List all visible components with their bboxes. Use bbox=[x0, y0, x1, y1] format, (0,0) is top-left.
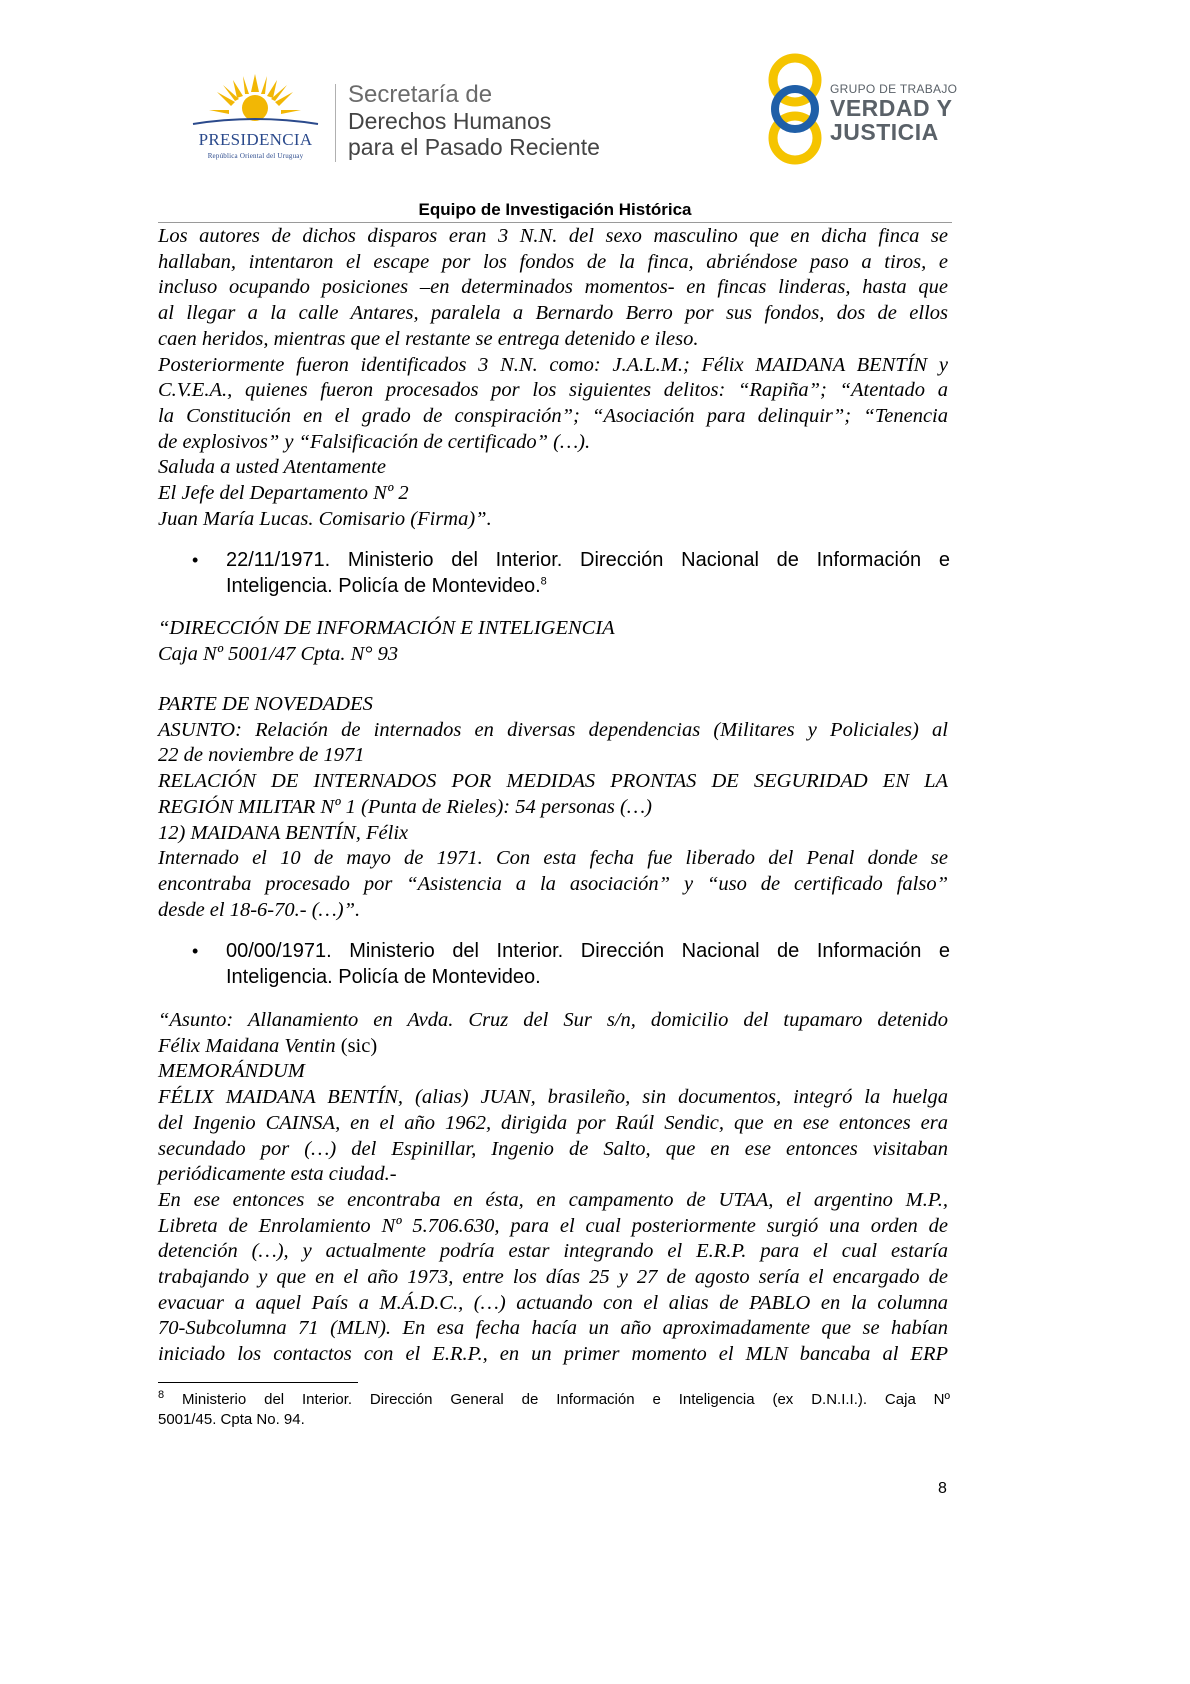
secretaria-logo-text bbox=[348, 82, 600, 160]
text-line: 22 de noviembre de 1971 bbox=[158, 744, 365, 767]
gtvj-line-1: GRUPO DE TRABAJO bbox=[830, 82, 958, 96]
footnote-number: 8 bbox=[158, 1389, 165, 1401]
gtvj-line-3: JUSTICIA bbox=[830, 119, 939, 145]
bullet-line: 22/11/1971. Ministerio del Interior. Dirección Nacional de Información e bbox=[226, 549, 950, 571]
bullet-icon: • bbox=[192, 941, 199, 961]
text-line: Posteriormente fueron identificados 3 N.N. como: J.A.L.M.; Félix MAIDANA BENTÍN y bbox=[158, 353, 948, 376]
footnote-line bbox=[158, 1390, 950, 1410]
text-line: evacuar a aquel País a M.Á.D.C., (…) actuando con el alias de PABLO en la columna bbox=[158, 1291, 948, 1314]
paragraph-block-4 bbox=[158, 1008, 948, 1368]
text-line: Juan María Lucas. Comisario (Firma)”. bbox=[158, 507, 492, 530]
header-title: Equipo de Investigación Histórica bbox=[418, 200, 692, 219]
text-line: incluso ocupando posiciones –en determinados momentos- en fincas linderas, hasta que bbox=[158, 276, 948, 299]
footnote-text: Ministerio del Interior. Dirección General de Información e Inteligencia (ex D.N.I.I.). Caja Nº bbox=[164, 1391, 950, 1408]
text-line: MEMORÁNDUM bbox=[158, 1060, 305, 1083]
text-line: caen heridos, mientras que el restante se entrega detenido e ileso. bbox=[158, 327, 699, 350]
sic-note: (sic) bbox=[335, 1034, 378, 1057]
text-line: RELACIÓN DE INTERNADOS POR MEDIDAS PRONTAS DE SEGURIDAD EN LA bbox=[158, 770, 948, 793]
header-divider bbox=[335, 84, 336, 162]
text-line: hallaban, intentaron el escape por los fondos de la finca, abriéndose paso a tiros, e bbox=[158, 250, 948, 273]
paragraph-block-3 bbox=[158, 692, 948, 923]
footnote bbox=[158, 1390, 950, 1430]
footnote-reference[interactable]: 8 bbox=[540, 574, 547, 587]
text-line: encontraba procesado por “Asistencia a la asociación” y “uso de certificado falso” bbox=[158, 872, 948, 895]
text-line bbox=[158, 1034, 948, 1060]
text-line: 70-Subcolumna 71 (MLN). En esa fecha hacía un año aproximadamente que se habían bbox=[158, 1317, 948, 1340]
text-line: En ese entonces se encontraba en ésta, en campamento de UTAA, el argentino M.P., bbox=[158, 1188, 948, 1211]
text-line: FÉLIX MAIDANA BENTÍN, (alias) JUAN, brasileño, sin documentos, integró la huelga bbox=[158, 1086, 948, 1109]
text-line: detención (…), y actualmente podría estar integrando el E.R.P. para el cual estaría bbox=[158, 1240, 948, 1263]
text-line: Internado el 10 de mayo de 1971. Con esta fecha fue liberado del Penal donde se bbox=[158, 847, 948, 870]
bullet-line bbox=[226, 574, 950, 600]
text-line: de explosivos” y “Falsificación de certificado” (…). bbox=[158, 430, 591, 453]
text-line: C.V.E.A., quienes fueron procesados por los siguientes delitos: “Rapiña”; “Atentado a bbox=[158, 379, 948, 402]
text-line: Libreta de Enrolamiento Nº 5.706.630, para el cual posteriormente surgió una orden de bbox=[158, 1214, 948, 1237]
text-line: Caja Nº 5001/47 Cpta. N° 93 bbox=[158, 642, 399, 665]
text-line: 12) MAIDANA BENTÍN, Félix bbox=[158, 821, 409, 844]
verdad-justicia-logo-icon bbox=[760, 52, 830, 167]
text-line: iniciado los contactos con el E.R.P., en un primer momento el MLN bancaba al ERP bbox=[158, 1343, 948, 1366]
secretaria-line-3: para el Pasado Reciente bbox=[348, 134, 600, 160]
sun-icon bbox=[183, 72, 328, 132]
text-line: ASUNTO: Relación de internados en diversas dependencias (Militares y Policiales) al bbox=[158, 718, 948, 741]
text-line: del Ingenio CAINSA, en el año 1962, dirigida por Raúl Sendic, que en ese entonces era bbox=[158, 1111, 948, 1134]
bullet-line: Inteligencia. Policía de Montevideo. bbox=[226, 965, 541, 988]
text-line: secundado por (…) del Espinillar, Ingenio de Salto, que en ese entonces visitaban bbox=[158, 1137, 948, 1160]
text-line: trabajando y que en el año 1973, entre los días 25 y 27 de agosto sería el encargado de bbox=[158, 1266, 948, 1289]
text-line: desde el 18-6-70.- (…)”. bbox=[158, 898, 361, 921]
secretaria-line-1: Secretaría de bbox=[348, 81, 493, 108]
text-line: “DIRECCIÓN DE INFORMACIÓN E INTELIGENCIA bbox=[158, 617, 615, 639]
text-line: REGIÓN MILITAR Nº 1 (Punta de Rieles): 54 personas (…) bbox=[158, 795, 652, 818]
text-line: “Asunto: Allanamiento en Avda. Cruz del Sur s/n, domicilio del tupamaro detenido bbox=[158, 1009, 948, 1031]
paragraph-block-1 bbox=[158, 224, 948, 532]
text-line: El Jefe del Departamento Nº 2 bbox=[158, 482, 409, 505]
verdad-justicia-text bbox=[830, 82, 957, 144]
secretaria-line-2: Derechos Humanos bbox=[348, 108, 552, 134]
text-line: la Constitución en el grado de conspiración”; “Asociación para delinquir”; “Tenencia bbox=[158, 404, 948, 427]
page-number: 8 bbox=[938, 1480, 947, 1497]
footnote-line: 5001/45. Cpta No. 94. bbox=[158, 1411, 305, 1428]
paragraph-block-2 bbox=[158, 616, 948, 667]
gtvj-line-2: VERDAD Y bbox=[830, 95, 953, 121]
text-line: al llegar a la calle Antares, paralela a Bernardo Berro por sus fondos, dos de ellos bbox=[158, 302, 948, 325]
presidencia-logo bbox=[183, 72, 328, 172]
bullet-icon: • bbox=[192, 550, 199, 570]
text-line-italic: Félix Maidana Ventin bbox=[158, 1034, 336, 1057]
bullet-line-text: Inteligencia. Policía de Montevideo. bbox=[226, 574, 541, 597]
presidencia-text: PRESIDENCIA bbox=[198, 130, 313, 149]
presidencia-subtitle: República Oriental del Uruguay bbox=[207, 152, 304, 160]
bullet-line: 00/00/1971. Ministerio del Interior. Dirección Nacional de Información e bbox=[226, 940, 950, 962]
text-line: Saluda a usted Atentamente bbox=[158, 456, 386, 479]
header-rule bbox=[158, 222, 952, 223]
text-line: Los autores de dichos disparos eran 3 N.N. del sexo masculino que en dicha finca se bbox=[158, 225, 948, 247]
text-line: periódicamente esta ciudad.- bbox=[158, 1163, 397, 1186]
footnote-rule bbox=[158, 1382, 358, 1383]
text-line: PARTE DE NOVEDADES bbox=[158, 693, 373, 715]
